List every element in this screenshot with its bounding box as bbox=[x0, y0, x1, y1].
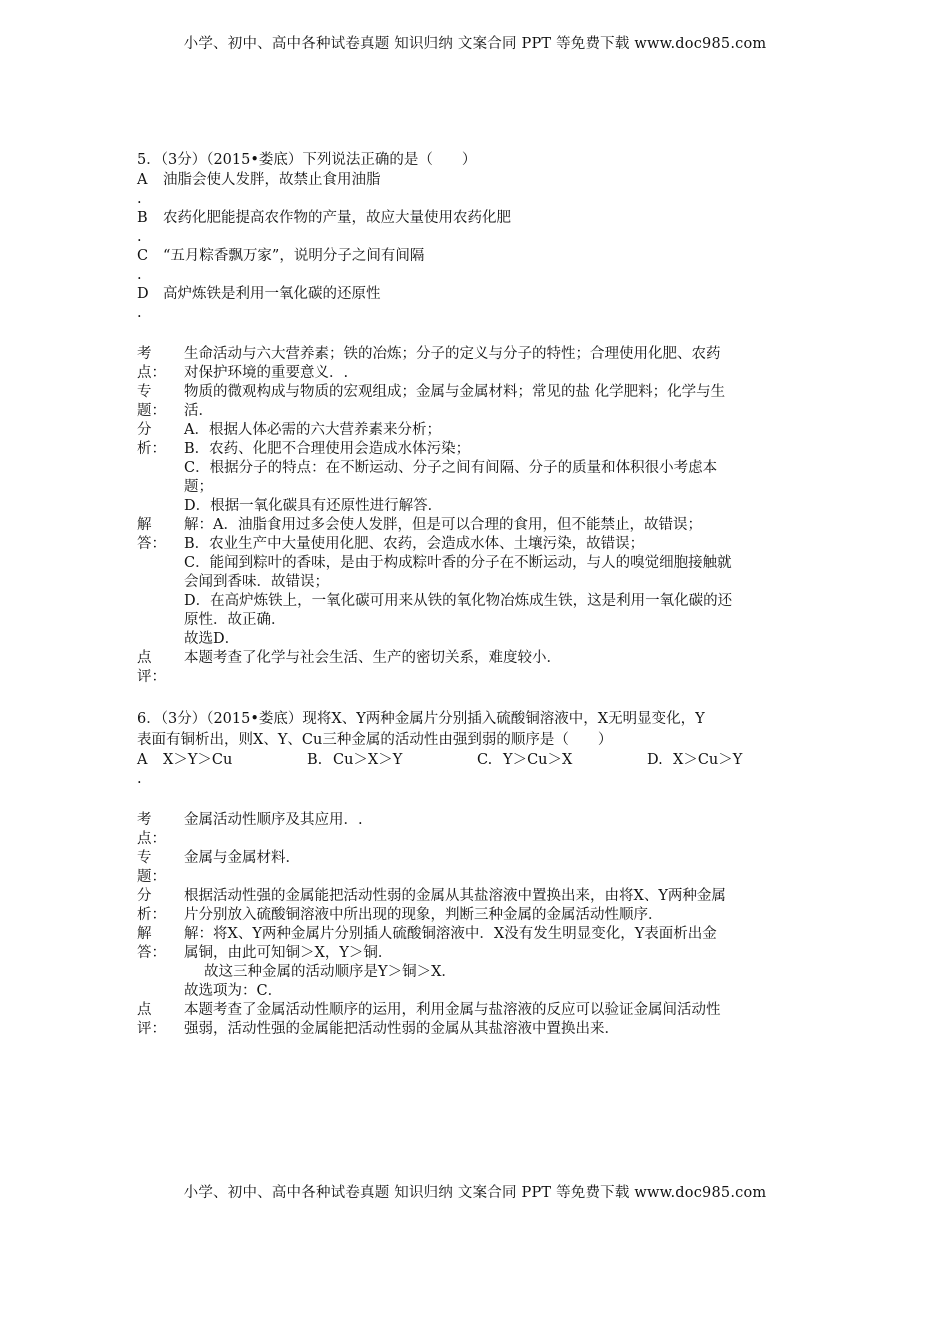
option-dot: . bbox=[137, 305, 142, 321]
option-dot: . bbox=[137, 229, 142, 245]
section-body: 本题考查了金属活动性顺序的运用，利用金属与盐溶液的反应可以验证金属间活动性 强弱，活动性强的金属能把活动性弱的金属从其盐溶液中置换出来． bbox=[184, 1002, 721, 1037]
q6-jieda-section bbox=[137, 925, 817, 1001]
option-a bbox=[137, 171, 817, 190]
q6-fenxi-section bbox=[137, 887, 817, 925]
section-label: 专 题： bbox=[137, 384, 166, 419]
section-body: 生命活动与六大营养素；铁的冶炼；分子的定义与分子的特性；合理使用化肥、农药 对保护环境的重要意义．. bbox=[184, 346, 721, 381]
section-body: 根据活动性强的金属能把活动性弱的金属从其盐溶液中置换出来，由将X、Y两种金属 片分别放入硫酸铜溶液中所出现的现象，判断三种金属的金属活动性顺序． bbox=[184, 888, 726, 923]
option-text: Y＞Cu＞X bbox=[503, 752, 573, 768]
question-6-stem-line2: 表面有铜析出，则X、Y、Cu三种金属的活动性由强到弱的顺序是（ ） bbox=[137, 732, 613, 748]
section-label: 点 评： bbox=[137, 1002, 166, 1037]
question-6-options bbox=[137, 751, 817, 770]
question-5-stem: 5．（3分）（2015•娄底）下列说法正确的是（ ） bbox=[137, 152, 477, 168]
section-label: 分 析： bbox=[137, 888, 166, 923]
section-label: 专 题： bbox=[137, 850, 166, 885]
q6-kaodian-section bbox=[137, 811, 817, 849]
option-text: 油脂会使人发胖，故禁止食用油脂 bbox=[163, 172, 381, 188]
option-text: 高炉炼铁是利用一氧化碳的还原性 bbox=[163, 286, 381, 302]
q5-dianping-section bbox=[137, 649, 817, 687]
option-text: X＞Cu＞Y bbox=[673, 752, 743, 768]
option-text: “五月粽香飘万家”，说明分子之间有间隔 bbox=[163, 248, 425, 264]
option-text: X＞Y＞Cu bbox=[163, 752, 233, 768]
section-body: 金属活动性顺序及其应用．. bbox=[184, 812, 363, 828]
section-label: 点 评： bbox=[137, 650, 166, 685]
q5-zhuanti-section bbox=[137, 383, 817, 421]
option-letter: C. bbox=[477, 752, 493, 768]
section-body: 解：将X、Y两种金属片分别插人硫酸铜溶液中．X没有发生明显变化，Y表面析出金 属铜，由此可知铜＞X，Y＞铜． 故这三种金属的活动顺序是Y＞铜＞X． 故选项为：C． bbox=[184, 926, 717, 999]
section-label: 考 点： bbox=[137, 812, 166, 847]
section-body: 金属与金属材料． bbox=[184, 850, 300, 866]
section-label: 解 答： bbox=[137, 517, 166, 552]
page-header: 小学、初中、高中各种试卷真题 知识归纳 文案合同 PPT 等免费下载 www.doc985.com bbox=[183, 36, 767, 52]
option-text: Cu＞X＞Y bbox=[333, 752, 403, 768]
section-body: 物质的微观构成与物质的宏观组成；金属与金属材料；常见的盐 化学肥料；化学与生 活． bbox=[184, 384, 726, 419]
section-body: 解：A．油脂食用过多会使人发胖，但是可以合理的食用，但不能禁止，故错误； B．农业生产中大量使用化肥、农药，会造成水体、土壤污染，故错误； C．能闻到粽叶的香味，是由于构成粽叶香的分子在不断运动，与人的嗅觉细胞接触就 会闻到香味．故错误； D．在高炉炼铁上，一氧化碳可用来从铁的氧化物冶炼成生铁，这是利用一氧化碳的还 原性．故正确． 故选D． bbox=[184, 517, 733, 647]
option-b bbox=[137, 209, 817, 228]
q5-fenxi-section bbox=[137, 421, 817, 516]
question-6-stem-line1: 6．（3分）（2015•娄底）现将X、Y两种金属片分别插入硫酸铜溶液中，X无明显变化，Y bbox=[137, 711, 705, 727]
question-5-options bbox=[137, 171, 817, 323]
option-c bbox=[137, 247, 817, 266]
option-letter: A bbox=[137, 752, 148, 768]
page-footer: 小学、初中、高中各种试卷真题 知识归纳 文案合同 PPT 等免费下载 www.doc985.com bbox=[183, 1185, 767, 1201]
option-letter: A bbox=[137, 172, 148, 188]
section-body: A．根据人体必需的六大营养素来分析； B．农药、化肥不合理使用会造成水体污染； C．根据分子的特点：在不断运动、分子之间有间隔、分子的质量和体积很小考虑本 题； D．根据一氧化碳具有还原性进行解答． bbox=[184, 422, 718, 514]
q5-jieda-section bbox=[137, 516, 817, 649]
option-letter: D. bbox=[647, 752, 663, 768]
option-letter: C bbox=[137, 248, 149, 264]
option-text: 农药化肥能提高农作物的产量，故应大量使用农药化肥 bbox=[163, 210, 511, 226]
q6-dianping-section bbox=[137, 1001, 817, 1039]
option-dot: . bbox=[137, 771, 142, 787]
section-label: 解 答： bbox=[137, 926, 166, 961]
document-content bbox=[137, 150, 817, 1039]
option-letter: D bbox=[137, 286, 149, 302]
section-label: 考 点： bbox=[137, 346, 166, 381]
section-body: 本题考查了化学与社会生活、生产的密切关系，难度较小． bbox=[184, 650, 561, 666]
q5-kaodian-section bbox=[137, 345, 817, 383]
option-letter: B. bbox=[307, 752, 323, 768]
section-label: 分 析： bbox=[137, 422, 166, 457]
option-letter: B bbox=[137, 210, 148, 226]
option-dot: . bbox=[137, 267, 142, 283]
option-d bbox=[137, 285, 817, 304]
option-dot: . bbox=[137, 191, 142, 207]
q6-zhuanti-section bbox=[137, 849, 817, 887]
